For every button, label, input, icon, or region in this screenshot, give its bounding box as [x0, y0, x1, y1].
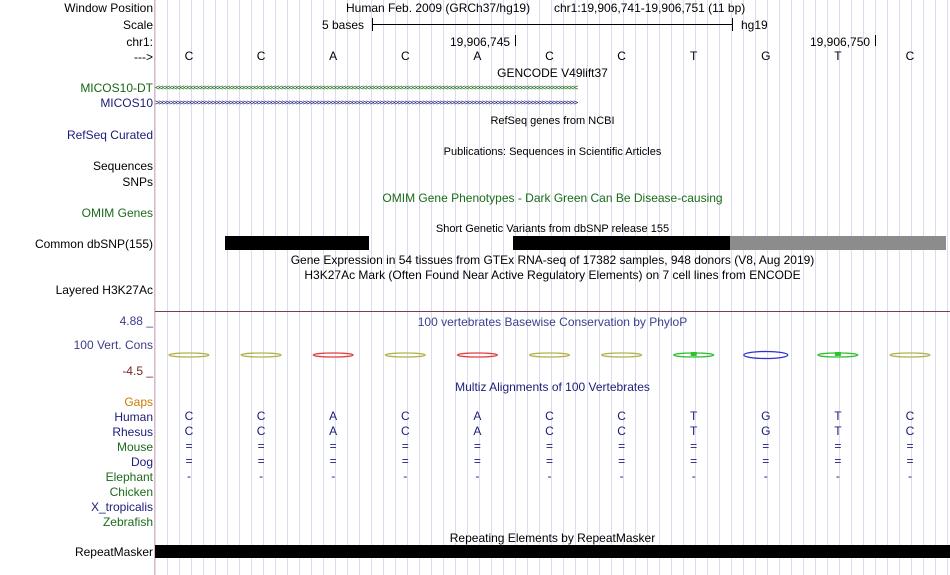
phylop-peak — [691, 352, 697, 356]
phylop-mark — [169, 353, 209, 357]
base-letter: C — [617, 49, 626, 63]
assembly-name: Human Feb. 2009 (GRCh37/hg19) — [346, 1, 531, 15]
base-letter: T — [690, 49, 698, 63]
window-position-label: Window Position — [64, 1, 153, 15]
elephant-base: - — [619, 469, 624, 483]
gene-label-micos10[interactable]: MICOS10 — [100, 96, 153, 110]
base-letter: C — [545, 49, 554, 63]
scale-bar-right-tick — [732, 18, 733, 31]
repeatmasker-track-title: Repeating Elements by RepeatMasker — [449, 531, 656, 545]
base-letter: C — [905, 49, 915, 63]
omim-genes-label[interactable]: OMIM Genes — [81, 206, 153, 220]
human-base: C — [256, 409, 266, 423]
mouse-base: = — [257, 439, 265, 453]
mouse-base: = — [473, 439, 481, 453]
mouse-base: = — [834, 439, 842, 453]
phylop-track-title: 100 vertebrates Basewise Conservation by PhyloP — [417, 315, 688, 329]
base-letter: C — [400, 49, 410, 63]
ruler-tick-label-1: 19,906,745 — [450, 35, 511, 49]
rhesus-base: T — [834, 424, 842, 438]
scale-bar — [372, 24, 732, 25]
scale-label: Scale — [122, 18, 153, 32]
species-row-mouse — [155, 439, 950, 453]
species-label-rhesus[interactable]: Rhesus — [112, 425, 153, 439]
gtex-track-title: Gene Expression in 54 tissues from GTEx RNA-seq of 17382 samples, 948 donors (V8, Aug 2019) — [290, 253, 815, 267]
elephant-base: - — [691, 469, 696, 483]
elephant-base: - — [259, 469, 264, 483]
gene-feature-micos10[interactable]: >>>>>>>>>>>>>>>>>>>>>>>>>>>>>>>>>>>>>>>>>>>>>>>>>>>>>>>>>>>>>>>>>>>>>>>>>>>>>>>>>>>>>>>>>>>>>>>>>>>>>>>>>>>>>>>>>>>>>>>> — [155, 98, 577, 107]
scale-text: 5 bases — [322, 18, 365, 32]
mouse-base: = — [906, 439, 914, 453]
dbsnp-variant[interactable] — [513, 236, 729, 250]
phylop-mark — [385, 353, 425, 357]
ruler-tick-1 — [515, 35, 516, 46]
phylop-mark — [890, 353, 930, 357]
human-base: C — [184, 409, 194, 423]
phylop-mark — [530, 353, 570, 357]
human-base: C — [545, 409, 554, 423]
elephant-base: - — [908, 469, 912, 483]
mouse-base: = — [401, 439, 409, 453]
species-label-human[interactable]: Human — [114, 410, 153, 424]
cons-track-label[interactable]: 100 Vert. Cons — [73, 338, 153, 352]
base-letter: A — [329, 49, 338, 63]
rhesus-base: T — [690, 424, 698, 438]
base-letter: C — [256, 49, 266, 63]
sequences-label[interactable]: Sequences — [92, 159, 153, 173]
gencode-track-title: GENCODE V49lift37 — [497, 66, 608, 80]
species-label-chicken[interactable]: Chicken — [109, 485, 153, 499]
gaps-label: Gaps — [124, 395, 153, 409]
strand-label: ---> — [134, 50, 153, 64]
dog-base: = — [618, 454, 626, 468]
base-letter: G — [761, 49, 771, 63]
species-label-elephant[interactable]: Elephant — [105, 470, 153, 484]
human-base: C — [617, 409, 626, 423]
multiz-track-title: Multiz Alignments of 100 Vertebrates — [455, 380, 650, 394]
human-base: T — [834, 409, 842, 423]
ruler-tick-2 — [875, 35, 876, 46]
repeatmasker-label[interactable]: RepeatMasker — [74, 545, 153, 559]
dog-base: = — [473, 454, 481, 468]
phylop-mark — [602, 353, 642, 357]
phylop-mark — [313, 353, 353, 357]
dbsnp-variant[interactable] — [730, 236, 946, 250]
human-base: A — [329, 409, 338, 423]
common-dbsnp-label[interactable]: Common dbSNP(155) — [34, 237, 153, 251]
base-letter: A — [473, 49, 482, 63]
species-label-zebrafish[interactable]: Zebrafish — [102, 515, 153, 529]
rhesus-base: C — [256, 424, 266, 438]
human-base: G — [761, 409, 771, 423]
rhesus-base: C — [400, 424, 410, 438]
conservation-baseline — [155, 311, 950, 312]
repeatmasker-feature[interactable] — [155, 545, 950, 558]
dog-base: = — [690, 454, 698, 468]
mouse-base: = — [690, 439, 698, 453]
dog-base: = — [834, 454, 842, 468]
elephant-base: - — [331, 469, 336, 483]
dog-base: = — [545, 454, 553, 468]
mouse-base: = — [329, 439, 337, 453]
rhesus-base: C — [545, 424, 554, 438]
elephant-base: - — [187, 469, 191, 483]
species-row-rhesus — [155, 424, 950, 438]
scale-db: hg19 — [741, 18, 768, 32]
gene-feature-micos10-dt[interactable]: <<<<<<<<<<<<<<<<<<<<<<<<<<<<<<<<<<<<<<<<<<<<<<<<<<<<<<<<<<<<<<<<<<<<<<<<<<<<<<<<<<<<<<<<<<<<<<<<<<<<<<<<<<<<<<<<<<<<<<<< — [155, 83, 577, 92]
position-text: chr1:19,906,741-19,906,751 (11 bp) — [554, 1, 746, 15]
human-base: T — [690, 409, 698, 423]
chrom-label: chr1: — [126, 35, 153, 49]
phylop-mark — [457, 353, 497, 357]
phylop-wiggle[interactable] — [155, 344, 950, 366]
dbsnp-track-title: Short Genetic Variants from dbSNP release 155 — [435, 223, 670, 235]
cons-min-label: -4.5 _ — [122, 364, 153, 378]
species-row-dog — [155, 454, 950, 468]
publications-track-title: Publications: Sequences in Scientific Articles — [443, 146, 662, 158]
phylop-mark — [744, 352, 788, 359]
mouse-base: = — [545, 439, 553, 453]
species-label-mouse[interactable]: Mouse — [116, 440, 153, 454]
dbsnp-variant[interactable] — [225, 236, 369, 250]
rhesus-base: A — [329, 424, 338, 438]
dog-base: = — [329, 454, 337, 468]
dog-base: = — [185, 454, 193, 468]
dog-base: = — [762, 454, 770, 468]
refseq-track-title: RefSeq genes from NCBI — [490, 115, 615, 127]
layered-h3k27ac-label[interactable]: Layered H3K27Ac — [55, 283, 153, 297]
rhesus-base: C — [617, 424, 626, 438]
species-label-xtropicalis[interactable]: X_tropicalis — [90, 500, 153, 514]
dog-base: = — [257, 454, 265, 468]
mouse-base: = — [762, 439, 770, 453]
dog-base: = — [401, 454, 409, 468]
rhesus-base: A — [473, 424, 482, 438]
elephant-base: - — [403, 469, 408, 483]
human-base: C — [400, 409, 410, 423]
rhesus-base: C — [184, 424, 194, 438]
cons-max-label: 4.88 _ — [119, 314, 153, 328]
dog-base: = — [906, 454, 914, 468]
rhesus-base: G — [761, 424, 771, 438]
species-row-elephant — [155, 469, 950, 483]
human-base: C — [905, 409, 915, 423]
rhesus-base: C — [905, 424, 915, 438]
base-letter: C — [184, 49, 194, 63]
omim-track-title: OMIM Gene Phenotypes - Dark Green Can Be Disease-causing — [382, 191, 723, 205]
elephant-base: - — [763, 469, 768, 483]
elephant-base: - — [547, 469, 552, 483]
ruler-tick-label-2: 19,906,750 — [810, 35, 871, 49]
base-letter: T — [834, 49, 842, 63]
species-label-dog[interactable]: Dog — [130, 455, 153, 469]
mouse-base: = — [185, 439, 193, 453]
species-row-human — [155, 409, 950, 423]
elephant-base: - — [835, 469, 840, 483]
snps-label[interactable]: SNPs — [122, 175, 153, 189]
elephant-base: - — [475, 469, 480, 483]
mouse-base: = — [618, 439, 626, 453]
human-base: A — [473, 409, 482, 423]
phylop-peak — [835, 352, 841, 356]
base-sequence-row — [155, 49, 950, 63]
refseq-curated-label[interactable]: RefSeq Curated — [66, 128, 153, 142]
phylop-mark — [241, 353, 281, 357]
h3k27ac-track-title: H3K27Ac Mark (Often Found Near Active Regulatory Elements) on 7 cell lines from ENCODE — [304, 268, 801, 282]
dbsnp-features[interactable] — [155, 236, 950, 250]
gene-label-micos10-dt[interactable]: MICOS10-DT — [80, 81, 153, 95]
